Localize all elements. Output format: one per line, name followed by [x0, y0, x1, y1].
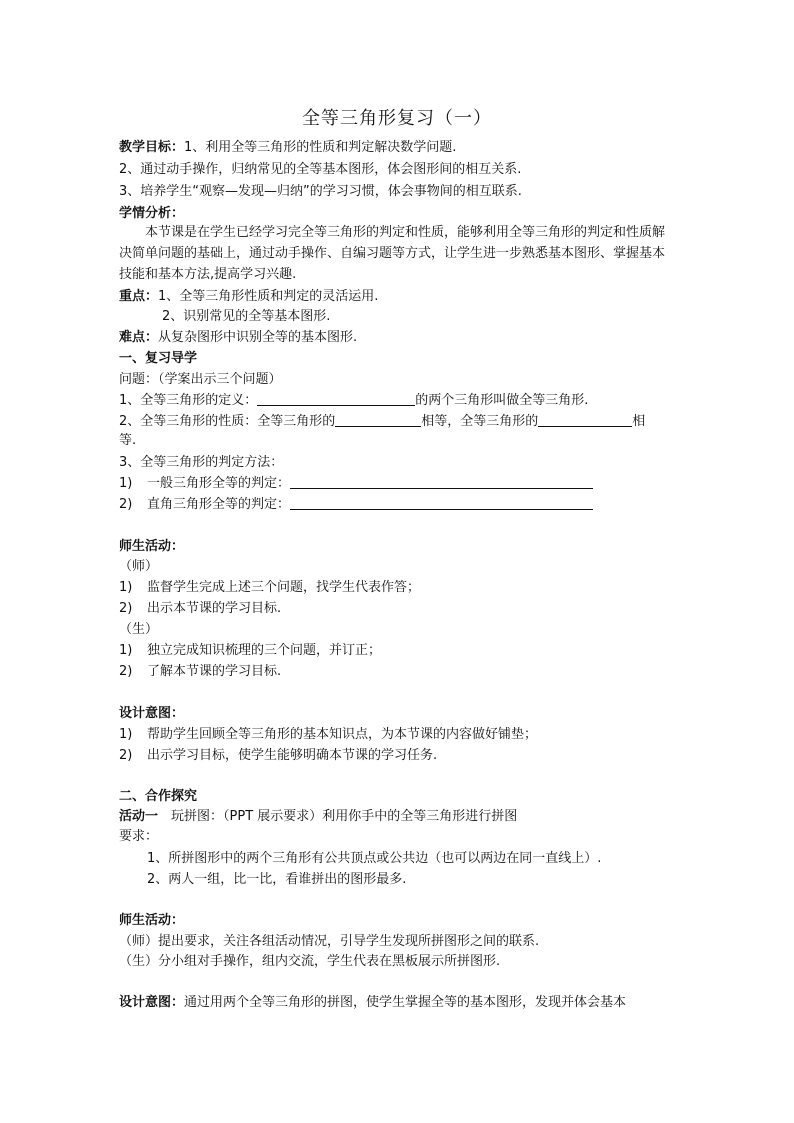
design1-heading: 设计意图： — [119, 706, 185, 721]
key-points-line-1: 重点：1、全等三角形性质和判定的灵活运用. — [119, 289, 379, 304]
activity2-heading: 师生活动： — [119, 913, 185, 928]
list-item: 1) 监督学生完成上述三个问题，找学生代表作答； — [119, 580, 421, 595]
activity-one-label: 活动一 — [119, 809, 159, 824]
objective-line-3: 3、培养学生“观察—发现—归纳”的学习习惯，体会事物间的相互联系. — [119, 184, 522, 199]
analysis-label: 学情分析： — [119, 206, 185, 221]
student-label: （生） — [119, 622, 159, 637]
activity2-line-2: （生）分小组对手操作，组内交流，学生代表在黑板展示所拼图形. — [119, 954, 501, 969]
question-2: 2、全等三角形的性质：全等三角形的 相等，全等三角形的 相 — [119, 414, 646, 429]
difficulty-line: 难点：从复杂图形中识别全等的基本图形. — [119, 330, 358, 345]
list-item: 1) 帮助学生回顾全等三角形的基本知识点，为本节课的内容做好铺垫； — [119, 727, 538, 742]
requirements-label: 要求： — [119, 829, 159, 844]
design2-label: 设计意图： — [119, 995, 185, 1010]
section1-heading: 一、复习导学 — [119, 351, 198, 366]
objective-line-2: 2、通过动手操作，归纳常见的全等基本图形，体会图形间的相互关系. — [119, 162, 522, 177]
answer-blank[interactable] — [257, 391, 415, 406]
question-3-item-1: 1) 一般三角形全等的判定： — [119, 473, 593, 494]
question-2-wrap: 等. — [119, 433, 137, 448]
analysis-paragraph: 本节课是在学生已经学习完全等三角形的判定和性质，能够利用全等三角形的判定和性质解决简单问题的基础上，通过动手操作、自编习题等方式，让学生进一步熟悉基本图形、掌握基本技能和基本方法,提高学习兴趣. — [119, 225, 666, 282]
key-points-line-2: 2、识别常见的全等基本图形. — [162, 309, 331, 324]
list-item: 1) 独立完成知识梳理的三个问题，并订正； — [119, 643, 382, 658]
requirement-item-2: 2、两人一组，比一比，看谁拼出的图形最多. — [147, 872, 407, 887]
question-3: 3、全等三角形的判定方法： — [119, 455, 284, 470]
section2-heading: 二、合作探究 — [119, 789, 198, 804]
activity1-heading: 师生活动： — [119, 539, 185, 554]
answer-blank[interactable] — [538, 412, 632, 427]
objective-line-1: 教学目标：1、利用全等三角形的性质和判定解决数学问题. — [119, 140, 457, 155]
section1-intro: 问题：（学案出示三个问题） — [119, 372, 282, 387]
requirement-item-1: 1、所拼图形中的两个三角形有公共顶点或公共边（也可以两边在同一直线上）. — [147, 851, 602, 866]
answer-blank[interactable] — [290, 495, 593, 510]
teacher-label: （师） — [119, 559, 159, 574]
list-item: 2) 出示学习目标，使学生能够明确本节课的学习任务. — [119, 748, 438, 763]
list-item: 2) 了解本节课的学习目标. — [119, 664, 282, 679]
answer-blank[interactable] — [290, 474, 593, 489]
list-item: 2) 出示本节课的学习目标. — [119, 601, 282, 616]
objectives-label: 教学目标： — [119, 140, 185, 155]
answer-blank[interactable] — [335, 412, 421, 427]
key-points-label: 重点： — [119, 289, 159, 304]
design2-line: 设计意图：通过用两个全等三角形的拼图，使学生掌握全等的基本图形，发现并体会基本 — [119, 995, 627, 1010]
document-title: 全等三角形复习（一） — [302, 108, 492, 129]
activity-one-line: 活动一 玩拼图：（PPT 展示要求）利用你手中的全等三角形进行拼图 — [119, 809, 518, 824]
question-3-item-2: 2) 直角三角形全等的判定： — [119, 494, 593, 515]
question-1: 1、全等三角形的定义： 的两个三角形叫做全等三角形. — [119, 393, 589, 408]
activity2-line-1: （师）提出要求，关注各组活动情况，引导学生发现所拼图形之间的联系. — [119, 934, 540, 949]
difficulty-label: 难点： — [119, 330, 159, 345]
